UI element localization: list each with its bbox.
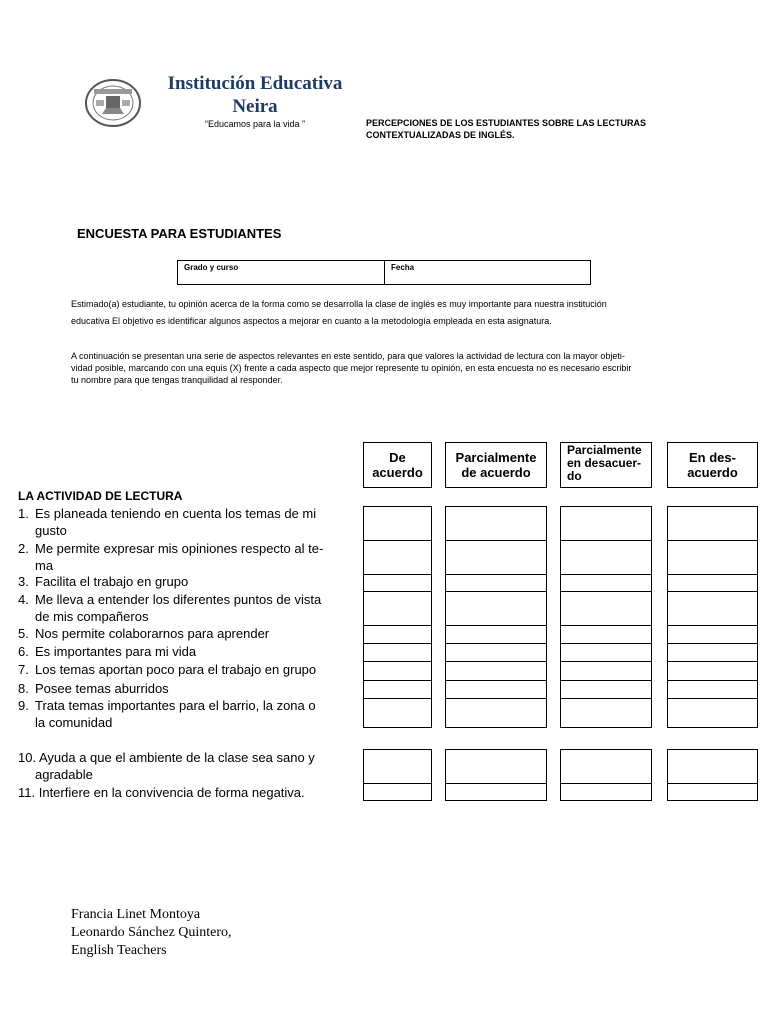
item-text: Nos permite colaborarnos para aprender [35, 626, 270, 641]
item-text: Es planeada teniendo en cuenta los temas de mi [35, 506, 317, 521]
answer-row-divider [561, 625, 651, 626]
grade-field[interactable] [178, 261, 385, 284]
answer-row-divider [668, 540, 757, 541]
survey-item-7 [18, 661, 348, 678]
answer-row-divider [446, 698, 546, 699]
col3-line3: do [567, 469, 582, 483]
answer-column-2-block-2[interactable] [445, 749, 547, 801]
answer-row-divider [446, 591, 546, 592]
subtitle-line2: CONTEXTUALIZADAS DE INGLÉS. [366, 130, 515, 140]
item-text: Facilita el trabajo en grupo [35, 574, 189, 589]
answer-column-3-block-2[interactable] [560, 749, 652, 801]
col2-line1: Parcialmente [455, 450, 537, 465]
survey-item-9 [18, 697, 348, 731]
answer-row-divider [561, 540, 651, 541]
answer-row-divider [561, 661, 651, 662]
answer-row-divider [364, 698, 431, 699]
answer-column-1-block-2[interactable] [363, 749, 432, 801]
section-title: LA ACTIVIDAD DE LECTURA [18, 489, 183, 503]
student-info-box [177, 260, 591, 285]
survey-item-3 [18, 573, 348, 590]
teacher-name-2: Leonardo Sánchez Quintero, [71, 925, 232, 940]
answer-row-divider [364, 783, 431, 784]
answer-row-divider [561, 591, 651, 592]
answer-row-divider [364, 625, 431, 626]
answer-row-divider [446, 574, 546, 575]
answer-row-divider [446, 661, 546, 662]
item-number: 5. [18, 626, 29, 641]
answer-row-divider [668, 643, 757, 644]
col1-line2: acuerdo [372, 465, 423, 480]
institution-name [150, 72, 360, 118]
item-text-cont: la comunidad [35, 715, 113, 730]
answer-row-divider [668, 680, 757, 681]
item-text-cont: ma [35, 558, 54, 573]
answer-row-divider [364, 574, 431, 575]
answer-row-divider [561, 574, 651, 575]
grade-label: Grado y curso [184, 263, 239, 272]
item-number: 1. [18, 506, 29, 521]
answer-row-divider [364, 540, 431, 541]
item-number: 7. [18, 662, 29, 677]
intro-p2-line1: A continuación se presentan una serie de aspectos relevantes en este sentido, para que valores la actividad de lectura con la mayor objeti- [71, 351, 625, 361]
answer-row-divider [561, 680, 651, 681]
item-text-cont: gusto [35, 523, 67, 538]
item-text: Ayuda a que el ambiente de la clase sea sano y [36, 750, 315, 765]
item-text: Me permite expresar mis opiniones respecto al te- [35, 541, 324, 556]
survey-item-2 [18, 540, 348, 574]
col1-line1: De [389, 450, 406, 465]
survey-item-10 [18, 749, 348, 783]
col4-line1: En des- [689, 450, 736, 465]
answer-row-divider [446, 540, 546, 541]
col4-line2: acuerdo [687, 465, 738, 480]
answer-row-divider [668, 574, 757, 575]
intro-paragraph-1 [71, 296, 701, 330]
answer-row-divider [561, 783, 651, 784]
institution-motto: “Educamos para la vida ” [204, 119, 306, 129]
date-field[interactable] [385, 261, 420, 284]
item-number: 3. [18, 574, 29, 589]
answer-column-3-block-1[interactable] [560, 506, 652, 728]
survey-item-5 [18, 625, 348, 642]
item-number: 4. [18, 592, 29, 607]
signature-block [71, 906, 232, 960]
answer-column-4-block-2[interactable] [667, 749, 758, 801]
item-number: 6. [18, 644, 29, 659]
column-header-partially-disagree [560, 442, 652, 488]
subtitle-line1: PERCEPCIONES DE LOS ESTUDIANTES SOBRE LAS LECTURAS [366, 118, 647, 128]
survey-item-6 [18, 643, 348, 660]
answer-row-divider [668, 661, 757, 662]
date-label: Fecha [391, 263, 415, 272]
survey-title: ENCUESTA PARA ESTUDIANTES [77, 226, 282, 241]
item-number: 2. [18, 541, 29, 556]
answer-row-divider [364, 661, 431, 662]
item-text: Posee temas aburridos [35, 681, 169, 696]
answer-row-divider [668, 591, 757, 592]
document-subtitle [366, 117, 706, 141]
column-header-disagree [667, 442, 758, 488]
answer-row-divider [561, 643, 651, 644]
institution-name-line2: Neira [232, 96, 278, 117]
intro-p2-line2: vidad posible, marcando con una equis (X) frente a cada aspecto que mejor represente tu opinión, en esta encuesta no es necesario escribir [71, 363, 632, 373]
survey-item-4 [18, 591, 348, 625]
survey-item-1 [18, 505, 348, 539]
item-number: 9. [18, 698, 29, 713]
answer-row-divider [364, 643, 431, 644]
item-number: 11. [18, 785, 36, 800]
answer-row-divider [668, 625, 757, 626]
intro-p1-line2: educativa El objetivo es identificar algunos aspectos a mejorar en cuanto a la metodología empleada en esta asignatura. [71, 316, 552, 326]
answer-column-1-block-1[interactable] [363, 506, 432, 728]
answer-row-divider [668, 698, 757, 699]
institution-name-line1: Institución Educativa [167, 73, 343, 94]
column-header-partially-agree [445, 442, 547, 488]
answer-row-divider [561, 698, 651, 699]
answer-row-divider [446, 625, 546, 626]
answer-row-divider [364, 680, 431, 681]
col3-line2: en desacuer- [567, 456, 642, 470]
item-text-cont: de mis compañeros [35, 609, 149, 624]
survey-item-11 [18, 784, 348, 801]
item-text: Me lleva a entender los diferentes puntos de vista [35, 592, 322, 607]
answer-row-divider [446, 680, 546, 681]
item-text: Es importantes para mi vida [35, 644, 197, 659]
item-number: 10. [18, 750, 37, 765]
item-text: Los temas aportan poco para el trabajo en grupo [35, 662, 317, 677]
item-text-cont: agradable [35, 767, 93, 782]
col3-line1: Parcialmente [567, 443, 642, 457]
answer-row-divider [446, 783, 546, 784]
teacher-role: English Teachers [71, 943, 167, 958]
answer-row-divider [446, 643, 546, 644]
institution-seal-logo [84, 78, 142, 128]
answer-row-divider [668, 783, 757, 784]
intro-p1-line1: Estimado(a) estudiante, tu opinión acerca de la forma como se desarrolla la clase de inglés es muy importante para nuestra institución [71, 299, 607, 309]
intro-p2-line3: tu nombre para que tengas tranquilidad al responder. [71, 375, 283, 385]
item-text: Trata temas importantes para el barrio, la zona o [35, 698, 316, 713]
answer-column-2-block-1[interactable] [445, 506, 547, 728]
answer-column-4-block-1[interactable] [667, 506, 758, 728]
item-text: Interfiere en la convivencia de forma negativa. [35, 785, 305, 800]
survey-item-8 [18, 680, 348, 697]
item-number: 8. [18, 681, 29, 696]
answer-row-divider [364, 591, 431, 592]
column-header-agree [363, 442, 432, 488]
intro-paragraph-2 [71, 350, 701, 386]
teacher-name-1: Francia Linet Montoya [71, 907, 201, 922]
col2-line2: de acuerdo [461, 465, 531, 480]
